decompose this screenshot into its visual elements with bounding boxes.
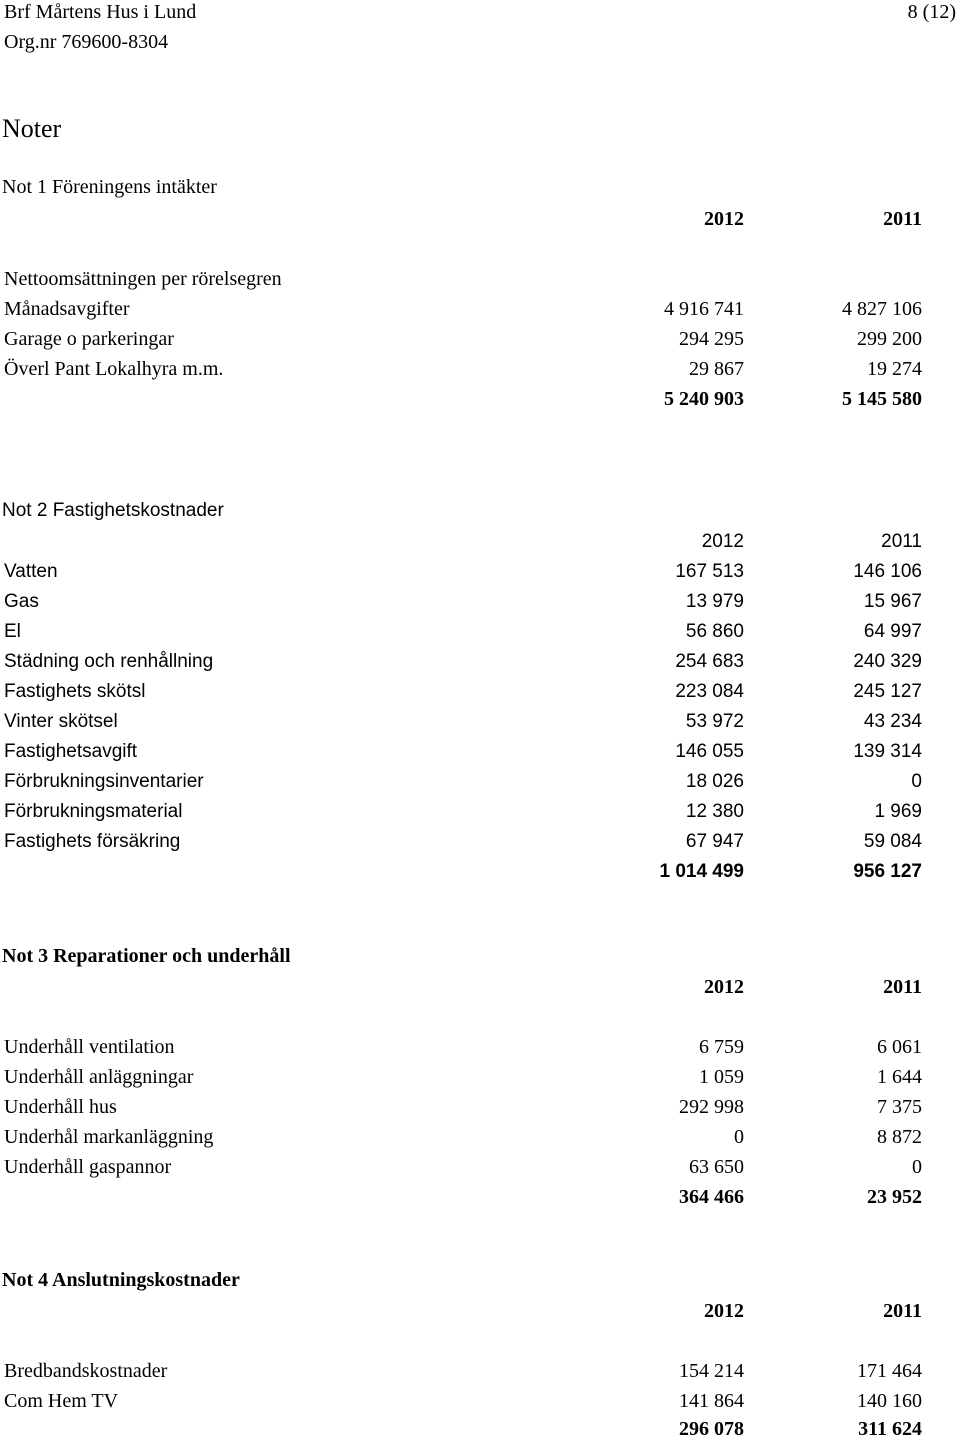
row-label: Gas	[4, 591, 39, 612]
column-header-2012: 2012	[704, 208, 744, 230]
note-title: Not 1 Föreningens intäkter	[2, 176, 217, 198]
total-2011: 5 145 580	[842, 388, 922, 410]
row-value-2011: 4 827 106	[842, 298, 922, 320]
row-label: Förbrukningsinventarier	[4, 771, 204, 792]
row-value-2012: 223 084	[675, 681, 744, 702]
total-2012: 1 014 499	[659, 861, 744, 882]
row-label: Com Hem TV	[4, 1390, 119, 1412]
column-header-2011: 2011	[881, 531, 922, 552]
row-value-2012: 292 998	[679, 1096, 744, 1118]
note-title: Not 2 Fastighetskostnader	[2, 500, 224, 521]
column-header-2011: 2011	[883, 1300, 922, 1322]
column-header-2011: 2011	[883, 208, 922, 230]
row-label: Underhåll hus	[4, 1096, 117, 1118]
row-value-2011: 299 200	[857, 328, 922, 350]
total-2011: 311 624	[858, 1418, 922, 1440]
row-value-2011: 6 061	[877, 1036, 922, 1058]
row-value-2012: 67 947	[685, 831, 744, 852]
row-value-2012: 13 979	[685, 591, 744, 612]
row-value-2012: 1 059	[699, 1066, 744, 1088]
column-header-2012: 2012	[704, 1300, 744, 1322]
row-value-2012: 254 683	[675, 651, 744, 672]
row-value-2012: 154 214	[679, 1360, 744, 1382]
row-value-2012: 141 864	[679, 1390, 744, 1412]
row-value-2012: 29 867	[689, 358, 744, 380]
row-value-2011: 43 234	[863, 711, 922, 732]
row-value-2011: 59 084	[863, 831, 922, 852]
row-value-2011: 140 160	[857, 1390, 922, 1412]
row-value-2012: 146 055	[675, 741, 744, 762]
note-subheading: Nettoomsättningen per rörelsegren	[4, 268, 282, 290]
row-value-2011: 64 997	[863, 621, 922, 642]
row-value-2011: 240 329	[853, 651, 922, 672]
row-label: Fastighetsavgift	[4, 741, 138, 762]
row-value-2012: 6 759	[699, 1036, 744, 1058]
row-label: Underhåll anläggningar	[4, 1066, 194, 1088]
row-value-2012: 0	[734, 1126, 744, 1148]
note-title: Not 4 Anslutningskostnader	[2, 1269, 240, 1291]
row-value-2011: 146 106	[853, 561, 922, 582]
row-value-2011: 8 872	[877, 1126, 922, 1148]
total-2011: 956 127	[853, 861, 922, 882]
row-label: Fastighets skötsl	[4, 681, 146, 702]
page-title: Noter	[2, 114, 62, 143]
row-label: Underhåll gaspannor	[4, 1156, 172, 1178]
row-value-2012: 4 916 741	[664, 298, 744, 320]
note-title: Not 3 Reparationer och underhåll	[2, 945, 291, 967]
row-value-2012: 18 026	[685, 771, 744, 792]
row-value-2011: 7 375	[877, 1096, 922, 1118]
row-value-2011: 245 127	[853, 681, 922, 702]
row-value-2012: 56 860	[685, 621, 744, 642]
row-value-2012: 12 380	[685, 801, 744, 822]
total-2012: 364 466	[679, 1186, 744, 1208]
total-2012: 5 240 903	[664, 388, 744, 410]
row-label: Vinter skötsel	[4, 711, 118, 732]
row-label: Förbrukningsmaterial	[4, 801, 183, 822]
row-value-2011: 15 967	[863, 591, 922, 612]
page-number: 8 (12)	[907, 1, 956, 23]
row-label: Överl Pant Lokalhyra m.m.	[4, 358, 224, 380]
row-value-2012: 294 295	[679, 328, 744, 350]
row-value-2012: 63 650	[689, 1156, 744, 1178]
row-label: Fastighets försäkring	[4, 831, 181, 852]
row-value-2011: 139 314	[853, 741, 922, 762]
row-value-2012: 53 972	[685, 711, 744, 732]
column-header-2012: 2012	[704, 976, 744, 998]
row-label: Månadsavgifter	[4, 298, 130, 320]
total-2012: 296 078	[679, 1418, 744, 1440]
org-number: Org.nr 769600-8304	[4, 31, 169, 53]
row-label: Städning och renhållning	[4, 651, 214, 672]
row-value-2011: 1 969	[874, 801, 922, 822]
row-value-2011: 19 274	[867, 358, 922, 380]
row-value-2012: 167 513	[675, 561, 744, 582]
column-header-2012: 2012	[701, 531, 744, 552]
total-2011: 23 952	[867, 1186, 922, 1208]
org-name: Brf Mårtens Hus i Lund	[4, 1, 197, 23]
row-label: Garage o parkeringar	[4, 328, 174, 350]
row-label: Vatten	[4, 561, 58, 582]
row-value-2011: 1 644	[877, 1066, 922, 1088]
column-header-2011: 2011	[883, 976, 922, 998]
row-value-2011: 171 464	[857, 1360, 922, 1382]
row-value-2011: 0	[911, 771, 922, 792]
row-label: Bredbandskostnader	[4, 1360, 168, 1382]
row-label: Underhåll ventilation	[4, 1036, 175, 1058]
row-value-2011: 0	[912, 1156, 922, 1178]
row-label: El	[4, 621, 21, 642]
row-label: Underhål markanläggning	[4, 1126, 214, 1148]
